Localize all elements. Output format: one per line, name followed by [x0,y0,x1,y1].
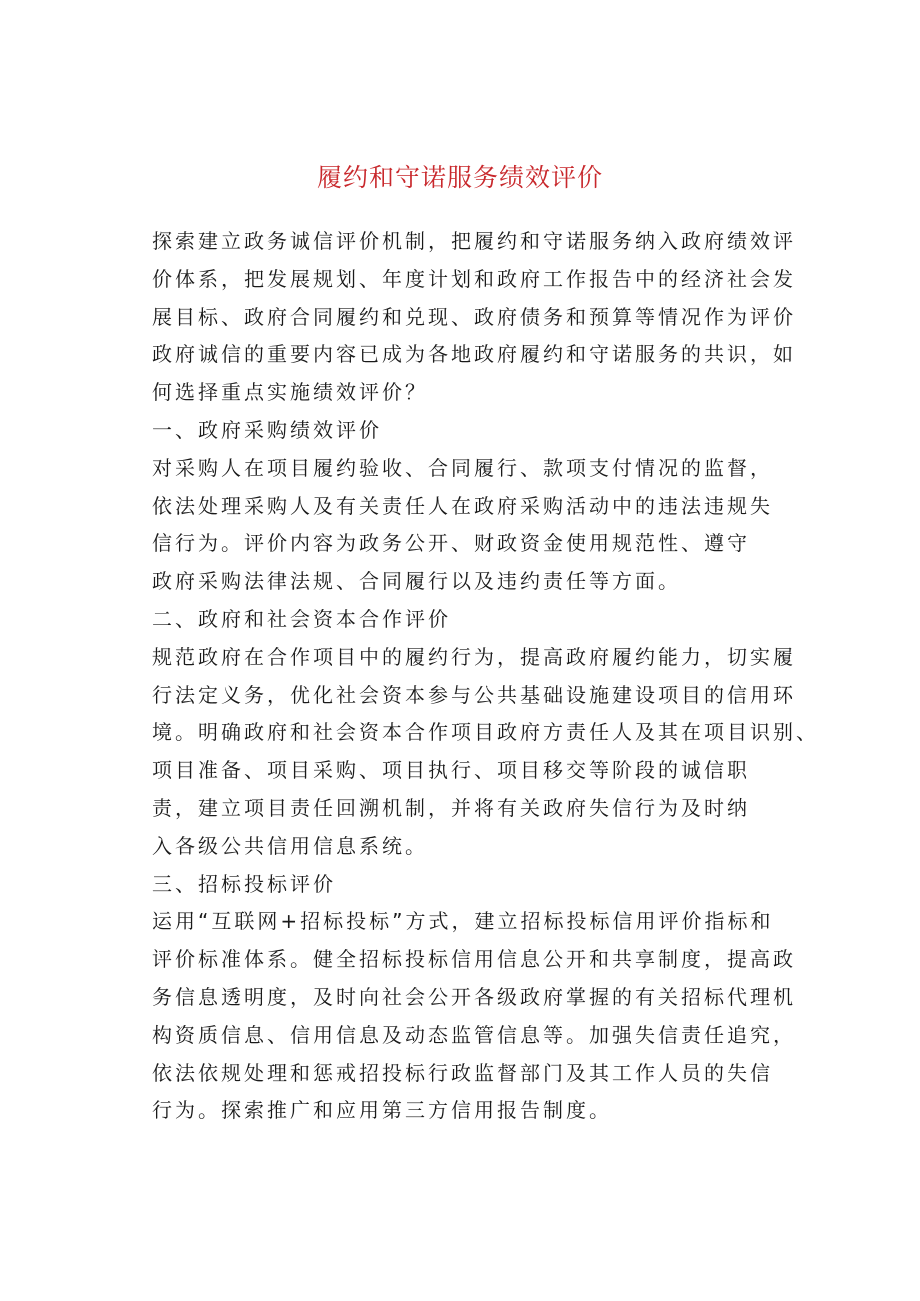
body-line: 务信息透明度，及时向社会公开各级政府掌握的有关招标代理机 [152,984,796,1009]
body-line: 依法处理采购人及有关责任人在政府采购活动中的违法违规失 [152,493,773,518]
body-line: 信行为。评价内容为政务公开、财政资金使用规范性、遵守 [152,531,750,556]
body-line: 展目标、政府合同履约和兑现、政府债务和预算等情况作为评价 [152,304,796,329]
body-line: 政府采购法律法规、合同履行以及违约责任等方面。 [152,569,681,594]
body-line: 责，建立项目责任回溯机制，并将有关政府失信行为及时纳 [152,795,750,820]
body-line: 构资质信息、信用信息及动态监管信息等。加强失信责任追究， [152,1022,796,1047]
body-line: 对采购人在项目履约验收、合同履行、款项支付情况的监督， [152,455,773,480]
body-line: 价体系，把发展规划、年度计划和政府工作报告中的经济社会发 [152,266,796,291]
body-line: 评价标准体系。健全招标投标信用信息公开和共享制度，提高政 [152,947,796,972]
section-heading-1: 一、政府采购绩效评价 [152,417,382,442]
body-line: 项目准备、项目采购、项目执行、项目移交等阶段的诚信职 [152,758,750,783]
body-line: 运用“互联网+招标投标”方式，建立招标投标信用评价指标和 [152,909,774,934]
body-line: 行法定义务，优化社会资本参与公共基础设施建设项目的信用环 [152,682,796,707]
body-line: 入各级公共信用信息系统。 [152,833,428,858]
body-line: 探索建立政务诚信评价机制，把履约和守诺服务纳入政府绩效评 [152,229,796,253]
document-title: 履约和守诺服务绩效评价 [316,163,603,192]
section-heading-2: 二、政府和社会资本合作评价 [152,606,451,631]
body-line: 何选择重点实施绩效评价？ [152,380,428,405]
body-line: 规范政府在合作项目中的履约行为，提高政府履约能力，切实履 [152,644,796,669]
body-line: 行为。探索推广和应用第三方信用报告制度。 [152,1098,612,1123]
document-body [152,223,819,1130]
body-line: 境。明确政府和社会资本合作项目政府方责任人及其在项目识别、 [152,720,819,745]
body-line: 政府诚信的重要内容已成为各地政府履约和守诺服务的共识，如 [152,342,796,367]
body-line: 依法依规处理和惩戒招投标行政监督部门及其工作人员的失信 [152,1060,773,1085]
section-heading-3: 三、招标投标评价 [152,871,336,896]
